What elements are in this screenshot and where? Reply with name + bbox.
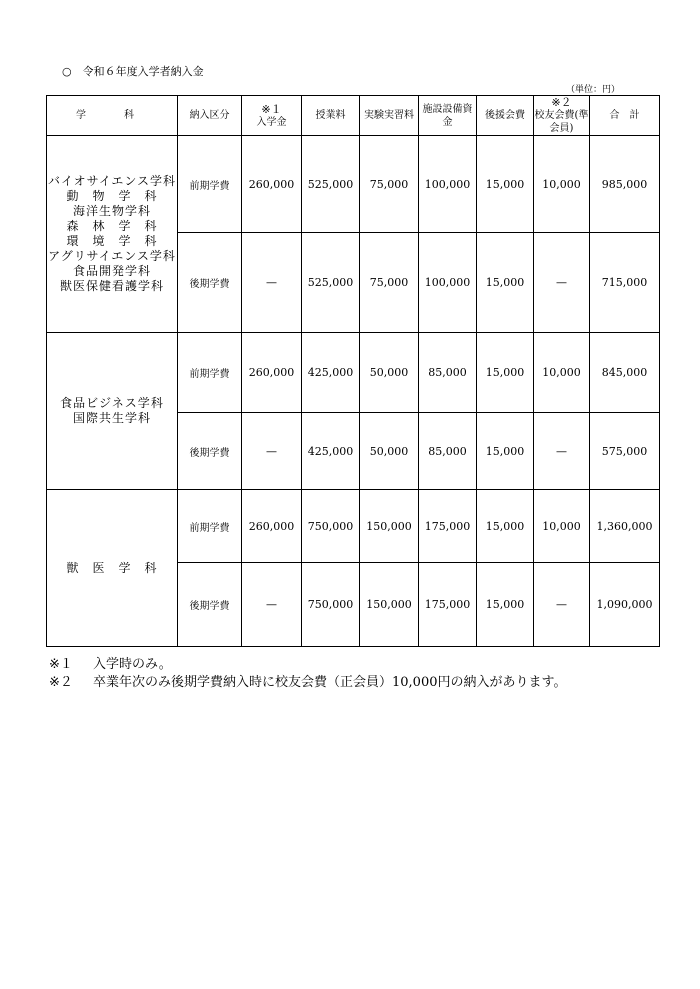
department-name: 食品開発学科 (72, 264, 151, 278)
department-name: 獣 医 学 科 (66, 560, 158, 575)
department-list (47, 136, 178, 333)
header-category: 納入区分 (178, 96, 242, 136)
lab-amount: 150,000 (360, 563, 419, 647)
header-support: 後援会費 (477, 96, 534, 136)
admission-amount: — (242, 413, 302, 490)
alumni-amount: — (534, 563, 590, 647)
support-amount: 15,000 (477, 333, 534, 413)
tuition-amount: 425,000 (302, 333, 360, 413)
admission-amount: 260,000 (242, 490, 302, 563)
payment-category: 前期学費 (178, 136, 242, 233)
page-title: ○ 令和６年度入学者納入金 (62, 65, 204, 78)
payment-category: 後期学費 (178, 563, 242, 647)
admission-amount: 260,000 (242, 136, 302, 233)
department-list (47, 333, 178, 490)
header-facility: 施設設備資金 (419, 96, 477, 136)
header-lab: 実験実習料 (360, 96, 419, 136)
tuition-amount: 525,000 (302, 136, 360, 233)
header-alumni-label: 校友会費(準会員) (534, 110, 589, 134)
header-department: 学 科 (47, 96, 178, 136)
support-amount: 15,000 (477, 563, 534, 647)
alumni-amount: — (534, 413, 590, 490)
department-name: 森 林 学 科 (66, 219, 158, 233)
table-row (47, 333, 660, 413)
total-amount: 985,000 (590, 136, 660, 233)
footnote-1-text: 入学時のみ。 (93, 657, 172, 672)
admission-note-mark: ※１ (261, 102, 282, 116)
department-name: アグリサイエンス学科 (48, 249, 176, 263)
support-amount: 15,000 (477, 136, 534, 233)
table-row (47, 490, 660, 563)
header-alumni (534, 96, 590, 136)
facility-amount: 100,000 (419, 233, 477, 333)
footnote-1-mark: ※１ (49, 657, 73, 672)
lab-amount: 150,000 (360, 490, 419, 563)
lab-amount: 75,000 (360, 136, 419, 233)
alumni-amount: 10,000 (534, 333, 590, 413)
lab-amount: 75,000 (360, 233, 419, 333)
department-name: 環 境 学 科 (66, 234, 158, 248)
support-amount: 15,000 (477, 490, 534, 563)
department-name: バイオサイエンス学科 (48, 174, 176, 188)
total-amount: 575,000 (590, 413, 660, 490)
header-total: 合 計 (590, 96, 660, 136)
department-name: 動 物 学 科 (66, 189, 158, 203)
department-list (47, 490, 178, 647)
total-amount: 715,000 (590, 233, 660, 333)
table-row (47, 136, 660, 233)
facility-amount: 85,000 (419, 413, 477, 490)
department-name: 海洋生物学科 (72, 204, 151, 218)
unit-label: （単位：円） (565, 85, 620, 95)
facility-amount: 100,000 (419, 136, 477, 233)
payment-category: 後期学費 (178, 233, 242, 333)
footnote-2-text: 卒業年次のみ後期学費納入時に校友会費（正会員）10,000円の納入があります。 (93, 675, 567, 690)
tuition-amount: 525,000 (302, 233, 360, 333)
department-name: 獣医保健看護学科 (59, 279, 164, 293)
footnote-2-mark: ※２ (49, 675, 73, 690)
header-row (47, 96, 660, 136)
facility-amount: 175,000 (419, 490, 477, 563)
support-amount: 15,000 (477, 413, 534, 490)
tuition-amount: 750,000 (302, 490, 360, 563)
admission-amount: — (242, 233, 302, 333)
total-amount: 845,000 (590, 333, 660, 413)
tuition-amount: 425,000 (302, 413, 360, 490)
admission-amount: 260,000 (242, 333, 302, 413)
footnotes (49, 656, 566, 692)
alumni-note-mark: ※２ (551, 96, 572, 109)
department-name: 食品ビジネス学科 (60, 396, 164, 410)
alumni-amount: — (534, 233, 590, 333)
lab-amount: 50,000 (360, 333, 419, 413)
payment-category: 後期学費 (178, 413, 242, 490)
fee-table (46, 95, 660, 647)
footnote-1 (49, 656, 566, 674)
total-amount: 1,090,000 (590, 563, 660, 647)
facility-amount: 85,000 (419, 333, 477, 413)
tuition-amount: 750,000 (302, 563, 360, 647)
header-admission (242, 96, 302, 136)
lab-amount: 50,000 (360, 413, 419, 490)
header-admission-label: 入学金 (256, 116, 287, 128)
payment-category: 前期学費 (178, 490, 242, 563)
total-amount: 1,360,000 (590, 490, 660, 563)
header-tuition: 授業料 (302, 96, 360, 136)
facility-amount: 175,000 (419, 563, 477, 647)
alumni-amount: 10,000 (534, 136, 590, 233)
fee-table-body (47, 136, 660, 647)
footnote-2 (49, 674, 566, 692)
department-name: 国際共生学科 (72, 411, 151, 425)
alumni-amount: 10,000 (534, 490, 590, 563)
support-amount: 15,000 (477, 233, 534, 333)
admission-amount: — (242, 563, 302, 647)
payment-category: 前期学費 (178, 333, 242, 413)
